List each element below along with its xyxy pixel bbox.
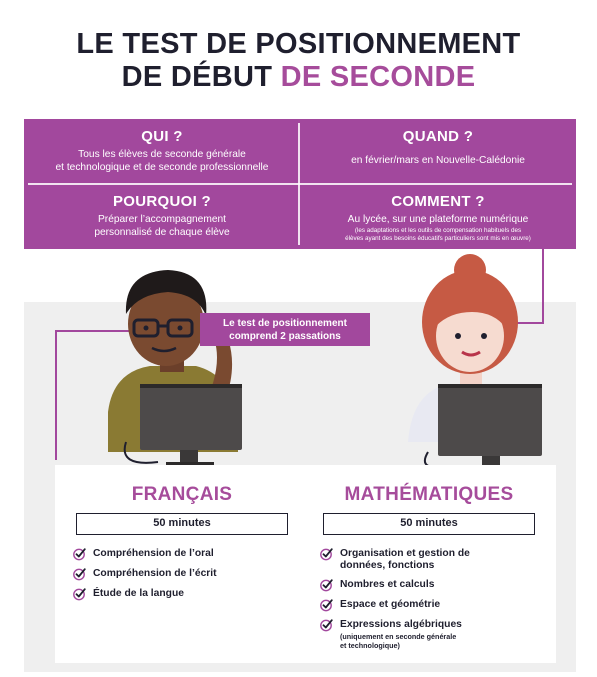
francais-title: FRANÇAIS bbox=[131, 484, 233, 505]
skill-label: Compréhension de l’oral bbox=[93, 548, 214, 559]
check-circle-icon bbox=[319, 618, 333, 632]
skill-label-line-1: Organisation et gestion de bbox=[340, 548, 470, 559]
page-title bbox=[0, 28, 597, 94]
qui-text bbox=[24, 148, 300, 174]
grid-divider-horizontal bbox=[28, 183, 572, 185]
comment-note-line-1: (les adaptations et les outils de compensation habituels des bbox=[354, 227, 522, 234]
check-circle-icon bbox=[319, 598, 333, 612]
boy-monitor-edge bbox=[140, 384, 242, 388]
list-item bbox=[72, 588, 309, 601]
boy-monitor-stand bbox=[180, 450, 198, 464]
boy-eye-left bbox=[144, 326, 149, 331]
title-line-2-accent: DE SECONDE bbox=[280, 61, 476, 93]
comment-text: Au lycée, sur une plateforme numérique bbox=[347, 214, 529, 225]
maths-card bbox=[302, 465, 556, 663]
francais-skills-list bbox=[72, 548, 309, 601]
list-item bbox=[319, 548, 556, 572]
girl-monitor bbox=[438, 384, 542, 456]
skill-label bbox=[340, 619, 462, 650]
info-comment bbox=[300, 184, 576, 249]
girl-bun bbox=[454, 254, 486, 286]
boy-eye-right bbox=[178, 326, 183, 331]
comment-heading: COMMENT ? bbox=[391, 193, 485, 210]
list-item bbox=[319, 599, 556, 612]
comment-note-line-2: élèves ayant des besoins éducatifs particuliers sont mis en œuvre) bbox=[345, 235, 531, 242]
list-item bbox=[72, 548, 309, 561]
quand-text: en février/mars en Nouvelle-Calédonie bbox=[351, 155, 525, 166]
student-boy-illustration bbox=[88, 262, 258, 477]
skill-label: Étude de la langue bbox=[93, 588, 184, 599]
banner-line-2: comprend 2 passations bbox=[229, 331, 341, 342]
list-item bbox=[72, 568, 309, 581]
check-circle-icon bbox=[72, 547, 86, 561]
girl-monitor-edge bbox=[438, 384, 542, 388]
comment-note bbox=[300, 227, 576, 243]
boy-monitor bbox=[140, 384, 242, 450]
qui-text-line-2: et technologique et de seconde professionnelle bbox=[55, 162, 269, 173]
quand-heading: QUAND ? bbox=[402, 128, 474, 145]
skill-label-line-1: Expressions algébriques bbox=[340, 619, 462, 630]
info-pourquoi bbox=[24, 184, 300, 249]
check-circle-icon bbox=[319, 547, 333, 561]
student-girl-illustration bbox=[398, 252, 548, 477]
maths-title: MATHÉMATIQUES bbox=[344, 484, 514, 505]
qui-heading: QUI ? bbox=[141, 128, 183, 145]
francais-card bbox=[55, 465, 309, 663]
skill-label: Compréhension de l’écrit bbox=[93, 568, 217, 579]
skill-label: Nombres et calculs bbox=[340, 579, 435, 590]
title-line-2 bbox=[0, 61, 597, 94]
skill-note-line-2: et technologique) bbox=[340, 641, 400, 650]
girl-eye-right bbox=[481, 333, 487, 339]
pourquoi-heading: POURQUOI ? bbox=[112, 193, 211, 210]
qui-text-line-1: Tous les élèves de seconde générale bbox=[78, 149, 246, 160]
girl-eye-left bbox=[455, 333, 461, 339]
pourquoi-text-line-1: Préparer l’accompagnement bbox=[98, 214, 226, 225]
connector-line-left bbox=[55, 330, 57, 460]
title-line-2-start: DE DÉBUT bbox=[121, 61, 281, 93]
skill-label: Espace et géométrie bbox=[340, 599, 441, 610]
check-circle-icon bbox=[319, 578, 333, 592]
skill-label bbox=[340, 548, 470, 572]
pourquoi-text bbox=[24, 213, 300, 239]
banner-line-1: Le test de positionnement bbox=[223, 318, 347, 329]
pourquoi-text-line-2: personnalisé de chaque élève bbox=[94, 227, 230, 238]
list-item bbox=[319, 619, 556, 650]
info-quand bbox=[300, 119, 576, 184]
title-line-1: LE TEST DE POSITIONNEMENT bbox=[76, 28, 521, 60]
info-grid bbox=[24, 119, 576, 249]
francais-duration: 50 minutes bbox=[76, 513, 288, 535]
list-item bbox=[319, 579, 556, 592]
passations-banner bbox=[200, 313, 370, 346]
info-qui bbox=[24, 119, 300, 184]
check-circle-icon bbox=[72, 587, 86, 601]
check-circle-icon bbox=[72, 567, 86, 581]
skill-label-line-2: données, fonctions bbox=[340, 560, 435, 571]
maths-duration: 50 minutes bbox=[323, 513, 535, 535]
maths-skills-list bbox=[319, 548, 556, 650]
skill-note-line-1: (uniquement en seconde générale bbox=[340, 632, 457, 641]
